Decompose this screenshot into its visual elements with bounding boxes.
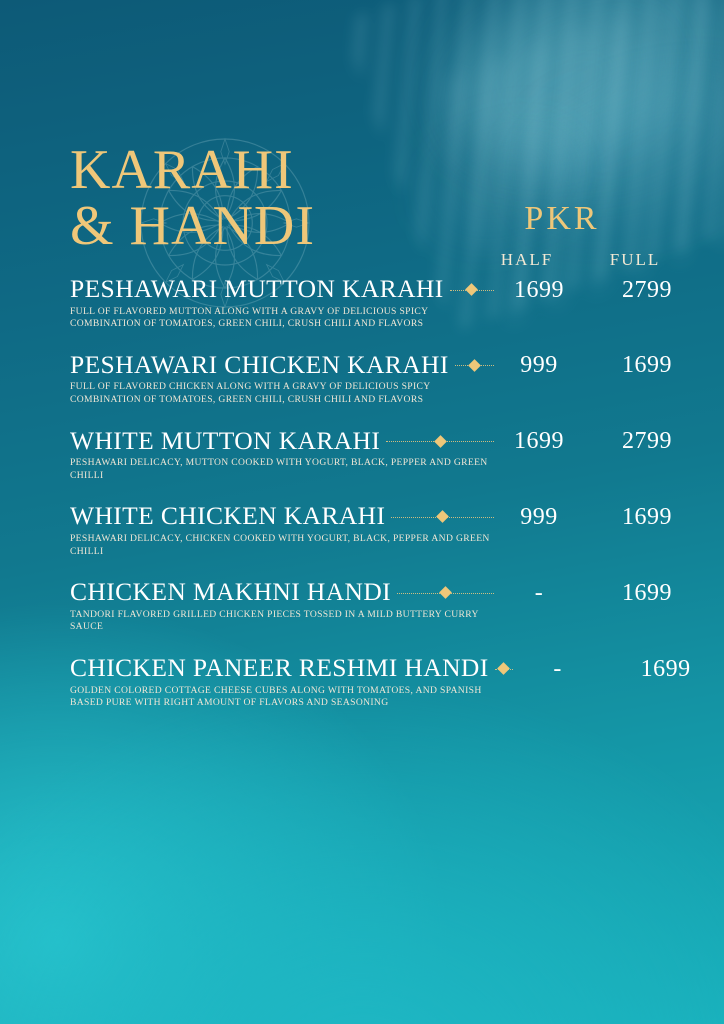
menu-item bbox=[70, 276, 684, 331]
menu-item-name: CHICKEN MAKHNI HANDI bbox=[70, 577, 392, 607]
menu-item bbox=[70, 425, 684, 483]
price-column-headers bbox=[462, 250, 672, 270]
menu-item-name: WHITE MUTTON KARAHI bbox=[70, 425, 381, 455]
menu-item bbox=[70, 653, 691, 710]
price-half: 1699 bbox=[514, 428, 564, 455]
menu-item-description: TANDORI FLAVORED GRILLED CHICKEN PIECES TOSSED IN A MILD BUTTERY CURRY SAUCE bbox=[70, 608, 479, 633]
dot-leader bbox=[391, 511, 494, 523]
menu-item-description: FULL OF FLAVORED MUTTON ALONG WITH A GRAVY OF DELICIOUS SPICY COMBINATION OF TOMATOES, GREEN CHILI, CRUSH CHILI AND FLAVORS bbox=[70, 305, 429, 330]
currency-label: PKR bbox=[524, 200, 600, 237]
column-header-full: FULL bbox=[609, 250, 661, 269]
menu-item-row bbox=[70, 425, 684, 455]
dot-leader bbox=[397, 587, 494, 599]
menu-item-prices bbox=[502, 505, 684, 529]
price-full: 2799 bbox=[622, 276, 672, 303]
price-half: 999 bbox=[520, 503, 558, 530]
menu-item-description: FULL OF FLAVORED CHICKEN ALONG WITH A GRAVY OF DELICIOUS SPICY COMBINATION OF TOMATOES, GREEN CHILI, CRUSH CHILI AND FLAVORS bbox=[70, 381, 431, 405]
menu-item-list bbox=[70, 274, 691, 731]
menu-item bbox=[70, 503, 684, 558]
menu-item-row bbox=[70, 503, 684, 529]
dot-leader bbox=[495, 663, 513, 675]
menu-item-prices bbox=[502, 429, 684, 453]
menu-item-name: PESHAWARI MUTTON KARAHI bbox=[70, 274, 444, 303]
column-header-half: HALF bbox=[500, 250, 554, 269]
menu-item-prices bbox=[502, 353, 684, 377]
dot-leader bbox=[386, 435, 494, 447]
menu-item-name: PESHAWARI CHICKEN KARAHI bbox=[70, 349, 449, 379]
price-half: 1699 bbox=[514, 276, 564, 303]
page-title-line-1: KARAHI bbox=[70, 139, 294, 201]
dot-leader bbox=[455, 359, 494, 371]
dot-leader bbox=[450, 284, 494, 296]
page-title bbox=[70, 139, 490, 257]
price-full: 1699 bbox=[622, 352, 672, 379]
menu-item-prices bbox=[502, 581, 684, 605]
page-title-line-2: & HANDI bbox=[70, 194, 315, 257]
price-half: - bbox=[534, 579, 544, 606]
price-full: 1699 bbox=[622, 503, 672, 530]
menu-item-prices bbox=[521, 657, 703, 681]
menu-item bbox=[70, 579, 684, 634]
menu-item-name: CHICKEN PANEER RESHMI HANDI bbox=[70, 653, 489, 683]
menu-item-prices bbox=[502, 278, 684, 302]
price-half: - bbox=[553, 655, 562, 682]
menu-item-name: WHITE CHICKEN KARAHI bbox=[70, 501, 386, 531]
menu-item-row bbox=[70, 653, 691, 683]
menu-item bbox=[70, 349, 684, 407]
price-full: 1699 bbox=[640, 655, 691, 682]
menu-item-description: GOLDEN COLORED COTTAGE CHEESE CUBES ALONG WITH TOMATOES, AND SPANISH BASED PURE WITH RIGHT AMOUNT OF FLAVORS AND SEASONING bbox=[70, 684, 482, 709]
menu-item-row bbox=[70, 349, 684, 379]
menu-item-description: PESHAWARI DELICACY, MUTTON COOKED WITH YOGURT, BLACK, PEPPER AND GREEN CHILLI bbox=[70, 457, 488, 481]
menu-item-row bbox=[70, 579, 684, 605]
price-full: 1699 bbox=[622, 579, 672, 606]
menu-item-description: PESHAWARI DELICACY, CHICKEN COOKED WITH YOGURT, BLACK, PEPPER AND GREEN CHILLI bbox=[70, 532, 490, 557]
price-half: 999 bbox=[520, 352, 558, 379]
menu-item-row bbox=[70, 276, 684, 302]
price-full: 2799 bbox=[622, 428, 672, 455]
